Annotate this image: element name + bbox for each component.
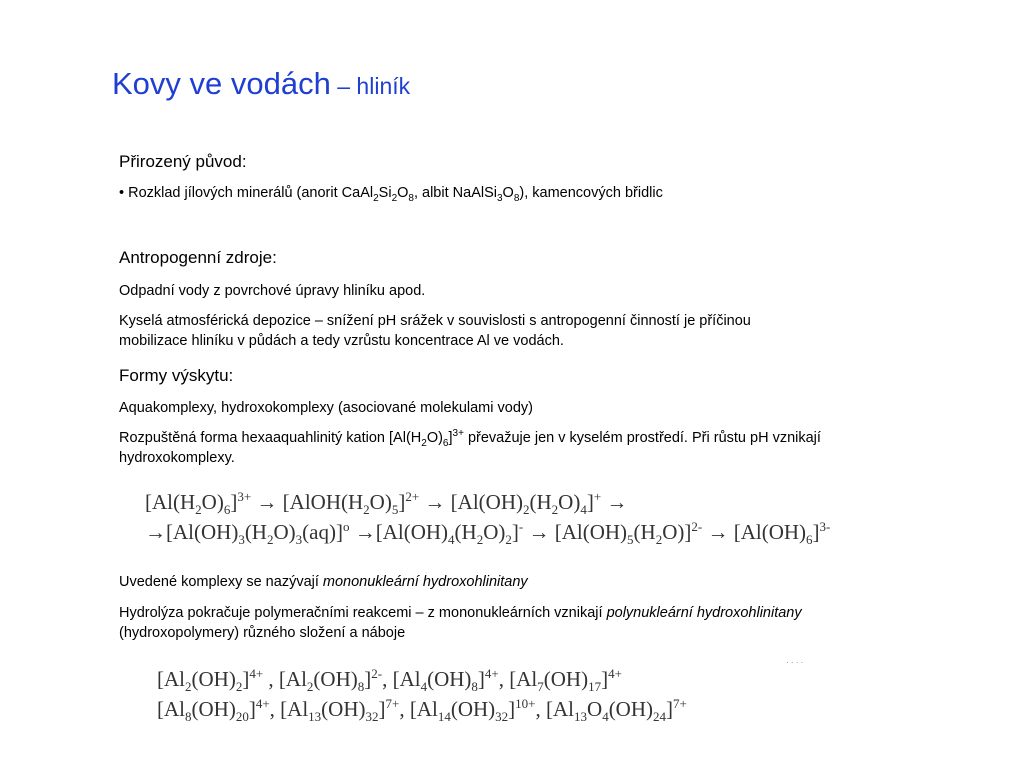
formula-text: → [Al(OH) — [702, 520, 807, 544]
poly-italic: polynukleární hydroxohlinitany — [606, 605, 802, 621]
formula-text: , [Al — [399, 697, 438, 721]
formula-text: ] — [398, 490, 406, 514]
origin-text: Si — [378, 185, 392, 201]
formula-text: ] — [248, 697, 256, 721]
formula-subscript: 4 — [580, 502, 587, 518]
formula-text: (aq)] — [302, 520, 343, 544]
formula-subscript: 32 — [365, 709, 379, 725]
title-sub: – hliník — [330, 73, 411, 99]
anthro-p1: Odpadní vody z povrchové úpravy hliníku apod. — [119, 283, 426, 299]
anthro-heading: Antropogenní zdroje: — [119, 248, 277, 267]
formula-charge: 7+ — [673, 696, 687, 711]
formula-subscript: 17 — [588, 679, 602, 695]
formula-text: ] — [586, 490, 594, 514]
formula-charge: + — [593, 489, 602, 504]
formula-subscript: 14 — [437, 709, 451, 725]
formula-text: O) — [201, 490, 224, 514]
formula-text: O)] — [662, 520, 692, 544]
forms-heading: Formy výskytu: — [119, 366, 234, 385]
sub: 2 — [391, 192, 398, 204]
formula-subscript: 5 — [391, 502, 399, 518]
forms-text: převažuje jen v kyselém prostředí. Při růstu pH vznikají — [463, 430, 821, 446]
origin-text: • Rozklad jílových minerálů (anorit CaAl — [119, 185, 374, 201]
formula-charge: 2- — [691, 519, 703, 534]
formula-subscript: 4 — [420, 679, 428, 695]
formula-text: (H — [529, 490, 552, 514]
formula-text: O) — [558, 490, 581, 514]
formula-subscript: 2 — [476, 532, 484, 548]
formula-text: O — [587, 697, 603, 721]
formula-subscript: 2 — [505, 532, 512, 548]
formula-text: O) — [483, 520, 506, 544]
formula-subscript: 2 — [655, 532, 663, 548]
formula-subscript: 2 — [185, 679, 192, 695]
formula-subscript: 2 — [363, 502, 370, 518]
formula-text: (OH) — [191, 697, 236, 721]
formula-row-2 — [157, 696, 687, 725]
forms-text: O) — [426, 430, 443, 446]
anthro-p2-line2: mobilizace hliníku v půdách a tedy vzrůstu koncentrace Al ve vodách. — [119, 333, 564, 349]
formula-subscript: 5 — [627, 532, 634, 548]
forms-p2-line2: hydroxokomplexy. — [119, 450, 235, 466]
poly-text: Hydrolýza pokračuje polymeračními reakcemi – z mononukleárních vznikají — [119, 605, 607, 621]
formula-text: (OH) — [450, 697, 496, 721]
sub: 2 — [421, 437, 427, 449]
origin-text: , albit NaAlSi — [413, 185, 497, 201]
formula-text: , [Al — [498, 667, 538, 691]
formula-text: ] — [378, 697, 386, 721]
formula-row-1 — [157, 666, 622, 695]
title-main: Kovy ve vodách — [112, 66, 331, 101]
forms-text: Rozpuštěná forma hexaaquahlinitý kation [Al(H — [119, 430, 422, 446]
formula-text: (OH) — [427, 667, 472, 691]
formula-text: ] — [508, 697, 516, 721]
formula-subscript: 32 — [495, 709, 509, 725]
forms-text: ] — [448, 430, 453, 446]
formula-subscript: 8 — [471, 679, 478, 695]
formula-text: (H — [244, 520, 267, 544]
formula-text: [Al — [157, 667, 185, 691]
formula-subscript: 2 — [266, 532, 274, 548]
formula-text: (OH) — [321, 697, 366, 721]
sub: 6 — [442, 437, 449, 449]
formula-subscript: 2 — [195, 502, 202, 518]
formula-text: ] — [511, 520, 519, 544]
formula-text: [Al — [157, 697, 185, 721]
formula-text: ] — [666, 697, 674, 721]
formula-subscript: 20 — [235, 709, 249, 725]
formula-charge: 4+ — [249, 666, 264, 681]
formula-charge: 4+ — [608, 666, 622, 681]
forms-p1: Aquakomplexy, hydroxokomplexy (asociované molekulami vody) — [119, 400, 533, 416]
formula-subscript: 24 — [653, 709, 667, 725]
formula-subscript: 3 — [295, 532, 303, 548]
formula-text: O) — [369, 490, 392, 514]
poly-line2: (hydroxopolymery) různého složení a náboje — [119, 625, 406, 641]
equation-row-2 — [145, 519, 831, 548]
anthro-p2-line1: Kyselá atmosférická depozice – snížení pH srážek v souvislosti s antropogenní činností je příčinou — [119, 313, 751, 329]
formula-text: ] — [601, 667, 609, 691]
formula-text: →[Al(OH) — [349, 520, 449, 544]
formula-text: ] — [477, 667, 485, 691]
sup: 3+ — [452, 428, 464, 440]
formula-text: , [Al — [263, 667, 307, 691]
sub: 3 — [496, 192, 503, 204]
poly-para — [119, 603, 979, 643]
slide-title — [112, 66, 410, 102]
mono-text: Uvedené komplexy se nazývají — [119, 574, 323, 590]
formula-text: ] — [812, 520, 820, 544]
origin-bullet — [119, 183, 979, 203]
origin-heading: Přirozený původ: — [119, 152, 247, 171]
mono-italic: mononukleární hydroxohlinitany — [322, 574, 528, 590]
poly-line1 — [119, 603, 979, 623]
formula-subscript: 2 — [551, 502, 559, 518]
formula-text: , [Al — [269, 697, 309, 721]
origin-text: O — [397, 185, 409, 201]
formula-text: O) — [273, 520, 296, 544]
formula-text: ] — [230, 490, 238, 514]
image-artifact-dots: · · · · — [786, 658, 804, 667]
formula-charge: 4+ — [255, 696, 270, 711]
formula-charge: 3+ — [237, 489, 252, 504]
formula-charge: 7+ — [385, 696, 400, 711]
sub: 8 — [513, 192, 520, 204]
formula-charge: - — [518, 519, 524, 534]
formula-charge: 10+ — [515, 696, 536, 711]
formula-charge: o — [342, 519, 350, 534]
formula-subscript: 7 — [537, 679, 544, 695]
formula-subscript: 6 — [806, 532, 813, 548]
formula-text: → [Al(OH) — [523, 520, 628, 544]
formula-subscript: 13 — [574, 709, 588, 725]
formula-text: (H — [454, 520, 477, 544]
formula-charge: 3- — [819, 519, 831, 534]
formula-subscript: 3 — [238, 532, 245, 548]
formula-subscript: 2 — [306, 679, 314, 695]
formula-subscript: 4 — [448, 532, 455, 548]
forms-p2 — [119, 428, 979, 468]
formula-subscript: 13 — [308, 709, 322, 725]
mono-line — [119, 572, 979, 592]
formula-text: , [Al — [535, 697, 575, 721]
formula-subscript: 8 — [357, 679, 365, 695]
formula-charge: 2+ — [405, 489, 420, 504]
formula-text: (OH) — [543, 667, 589, 691]
formula-text: ] — [364, 667, 372, 691]
formula-charge: 4+ — [484, 666, 499, 681]
origin-text: ), kamencových břidlic — [519, 185, 663, 201]
formula-subscript: 2 — [235, 679, 243, 695]
formula-text: → [AlOH(H — [251, 490, 364, 514]
formula-subscript: 6 — [223, 502, 231, 518]
anthro-p2 — [119, 311, 979, 351]
formula-charge: 2- — [371, 666, 383, 681]
origin-text: O — [502, 185, 514, 201]
formula-text: (OH) — [191, 667, 236, 691]
formula-text: , [Al — [382, 667, 421, 691]
forms-p2-line1 — [119, 428, 979, 448]
formula-text: → [Al(OH) — [419, 490, 523, 514]
formula-text: →[Al(OH) — [145, 520, 239, 544]
formula-text: (H — [633, 520, 656, 544]
formula-text: → — [601, 490, 628, 514]
formula-subscript: 4 — [602, 709, 609, 725]
formula-text: [Al(H — [145, 490, 196, 514]
formula-text: (OH) — [313, 667, 358, 691]
formula-text: (OH) — [608, 697, 654, 721]
sub: 2 — [373, 192, 379, 204]
formula-text: ] — [242, 667, 250, 691]
formula-subscript: 8 — [185, 709, 192, 725]
sub: 8 — [408, 192, 414, 204]
equation-row-1 — [145, 489, 628, 518]
formula-subscript: 2 — [522, 502, 530, 518]
